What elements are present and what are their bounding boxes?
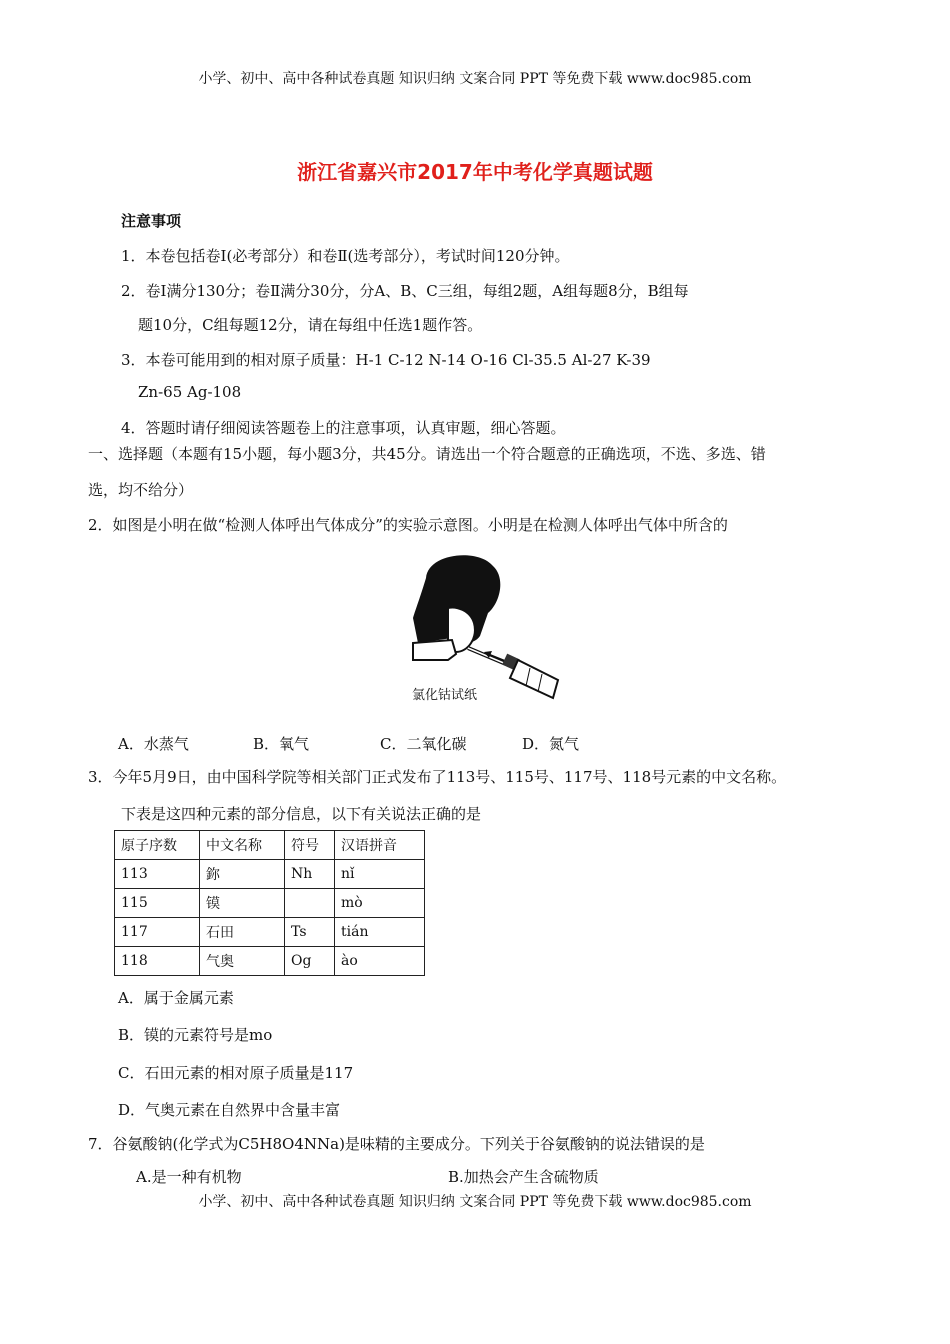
notice-item-1: 1．本卷包括卷Ⅰ(必考部分）和卷Ⅱ(选考部分），考试时间120分钟。 <box>121 247 570 265</box>
table-cell: ào <box>335 947 425 976</box>
table-cell: 石田 <box>200 918 285 947</box>
page-header: 小学、初中、高中各种试卷真题 知识归纳 文案合同 PPT 等免费下载 www.doc985.com <box>198 71 752 87</box>
notice-heading: 注意事项 <box>121 212 182 230</box>
question-2-figure <box>408 548 578 708</box>
table-header-row <box>115 831 425 860</box>
table-cell: Og <box>285 947 335 976</box>
section-1-heading: 一、选择题（本题有15小题，每小题3分，共45分。请选出一个符合题意的正确选项，不选、多选、错 <box>88 445 766 463</box>
notice-item-3: 3．本卷可能用到的相对原子质量：H-1 C-12 N-14 O-16 Cl-35.5 Al-27 K-39 <box>121 351 651 369</box>
notice-item-2-cont: 题10分，C组每题12分，请在每组中任选1题作答。 <box>138 316 483 334</box>
question-3-option-b: B．镆的元素符号是mo <box>118 1026 273 1044</box>
table-cell: Nh <box>285 860 335 889</box>
table-row <box>115 889 425 918</box>
question-3-stem: 3．今年5月9日，由中国科学院等相关部门正式发布了113号、115号、117号、118号元素的中文名称。 <box>88 768 787 786</box>
question-3-option-a: A．属于金属元素 <box>118 989 234 1007</box>
table-row <box>115 947 425 976</box>
table-cell: 镆 <box>200 889 285 918</box>
page-footer: 小学、初中、高中各种试卷真题 知识归纳 文案合同 PPT 等免费下载 www.doc985.com <box>198 1194 752 1210</box>
question-2-stem: 2．如图是小明在做“检测人体呼出气体成分”的实验示意图。小明是在检测人体呼出气体中所含的 <box>88 516 728 534</box>
shoulder-shape <box>413 640 456 660</box>
table-cell: Ts <box>285 918 335 947</box>
table-header-cell: 中文名称 <box>200 831 285 860</box>
table-header-cell: 符号 <box>285 831 335 860</box>
question-7-option-b: B.加热会产生含硫物质 <box>448 1168 599 1186</box>
table-cell: tián <box>335 918 425 947</box>
question-2-option-c: C．二氧化碳 <box>380 735 467 753</box>
notice-item-2: 2．卷Ⅰ满分130分；卷Ⅱ满分30分，分A、B、C三组，每组2题，A组每题8分，B组每 <box>121 282 689 300</box>
question-2-option-b: B．氧气 <box>253 735 310 753</box>
table-header-cell: 汉语拼音 <box>335 831 425 860</box>
question-3-stem-cont: 下表是这四种元素的部分信息，以下有关说法正确的是 <box>121 805 482 823</box>
table-cell: mò <box>335 889 425 918</box>
notice-item-4: 4．答题时请仔细阅读答题卷上的注意事项，认真审题，细心答题。 <box>121 419 566 437</box>
table-cell <box>285 889 335 918</box>
table-header-cell: 原子序数 <box>115 831 200 860</box>
question-3-option-c: C．石田元素的相对原子质量是117 <box>118 1064 354 1082</box>
table-cell: 鉨 <box>200 860 285 889</box>
question-2-option-a: A．水蒸气 <box>118 735 189 753</box>
question-2-option-d: D．氮气 <box>522 735 580 753</box>
question-7-option-a: A.是一种有机物 <box>136 1168 242 1186</box>
element-info-table <box>114 830 425 976</box>
table-row <box>115 860 425 889</box>
bottle-body <box>510 660 558 698</box>
table-cell: 气奥 <box>200 947 285 976</box>
table-cell: 115 <box>115 889 200 918</box>
table-row <box>115 918 425 947</box>
notice-item-3-cont: Zn-65 Ag-108 <box>138 383 242 401</box>
section-1-heading-cont: 选，均不给分） <box>88 481 194 499</box>
figure-label: 氯化钴试纸 <box>412 688 478 703</box>
page-title: 浙江省嘉兴市2017年中考化学真题试题 <box>297 160 653 184</box>
table-cell: 118 <box>115 947 200 976</box>
table-cell: 117 <box>115 918 200 947</box>
question-7-stem: 7．谷氨酸钠(化学式为C5H8O4NNa)是味精的主要成分。下列关于谷氨酸钠的说法错误的是 <box>88 1135 705 1153</box>
question-3-option-d: D．气奥元素在自然界中含量丰富 <box>118 1101 341 1119</box>
table-cell: nǐ <box>335 860 425 889</box>
table-cell: 113 <box>115 860 200 889</box>
